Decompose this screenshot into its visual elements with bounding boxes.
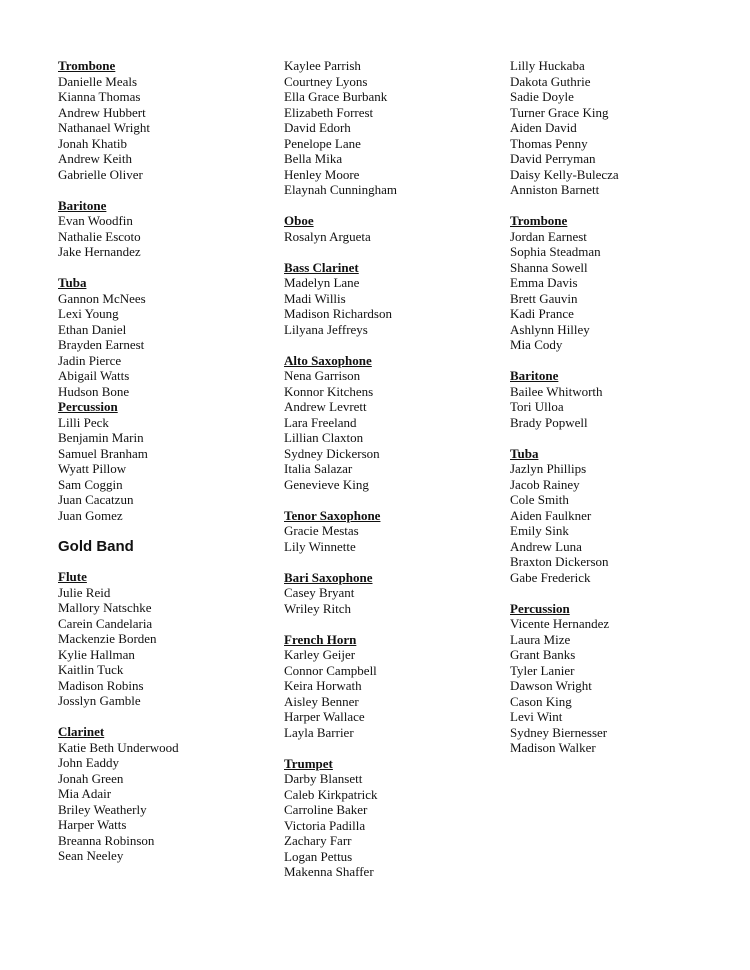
member-name: Danielle Meals [58, 73, 138, 89]
member-name: Bella Mika [284, 151, 343, 166]
member-name: Gabrielle Oliver [58, 166, 143, 182]
member-name: Mia Adair [58, 786, 112, 801]
member-name: Nathanael Wright [58, 120, 151, 135]
member-name: Ashlynn Hilley [510, 321, 590, 337]
member-name: Layla Barrier [284, 724, 354, 740]
member-name: Gracie Mestas [284, 523, 359, 538]
member-name: Anniston Barnett [510, 182, 600, 197]
member-name: Keira Horwath [284, 678, 362, 693]
member-name: Tori Ulloa [510, 399, 564, 414]
member-name: Lilyana Jeffreys [284, 321, 368, 337]
member-name: Emily Sink [510, 523, 569, 538]
column-3 [510, 58, 730, 756]
member-name: Lily Winnette [284, 538, 356, 554]
member-name: Kadi Prance [510, 306, 574, 321]
member-name: Brett Gauvin [510, 290, 578, 306]
member-name: Courtney Lyons [284, 73, 368, 89]
column-1-lower-sections [58, 569, 268, 864]
member-name: Logan Pettus [284, 848, 353, 864]
member-name: Carroline Baker [284, 802, 368, 817]
member-name: Cason King [510, 693, 572, 709]
member-name: Zachary Farr [284, 833, 352, 848]
member-name: Connor Campbell [284, 662, 377, 678]
member-name: Mia Cody [510, 337, 563, 352]
member-name: Wriley Ritch [284, 600, 351, 616]
member-name: Rosalyn Argueta [284, 228, 371, 244]
member-name: Benjamin Marin [58, 430, 144, 445]
section-trombone [58, 58, 268, 182]
member-name: Carein Candelaria [58, 615, 153, 631]
member-name: Konnor Kitchens [284, 383, 374, 399]
member-name: Lexi Young [58, 306, 119, 321]
member-name: Andrew Hubbert [58, 104, 146, 120]
section-tuba [58, 275, 268, 399]
member-name: Evan Woodfin [58, 213, 133, 228]
member-name: Josslyn Gamble [58, 693, 141, 708]
section-percussion [58, 399, 268, 523]
member-name: Kaitlin Tuck [58, 662, 124, 677]
member-name: Harper Wallace [284, 709, 365, 724]
member-name: Daisy Kelly-Bulecza [510, 166, 619, 182]
member-name: Dakota Guthrie [510, 73, 591, 89]
member-name: Jordan Earnest [510, 228, 587, 244]
section-heading: French Horn [284, 631, 357, 647]
member-name: Emma Davis [510, 275, 578, 290]
section-heading: Trombone [510, 213, 568, 228]
section-alto-saxophone [284, 353, 494, 493]
member-name: Jadin Pierce [58, 352, 122, 368]
column-1 [58, 58, 268, 864]
member-name: Sydney Biernesser [510, 724, 608, 740]
section-heading: Bari Saxophone [284, 569, 373, 585]
member-name: Andrew Levrett [284, 399, 367, 414]
member-name: Victoria Padilla [284, 817, 366, 833]
member-name: Dawson Wright [510, 678, 592, 693]
member-name: Julie Reid [58, 584, 111, 600]
section-continued [510, 58, 730, 198]
member-name: Hudson Bone [58, 383, 130, 399]
member-name: Madison Walker [510, 740, 596, 755]
section-heading: Alto Saxophone [284, 352, 372, 368]
section-heading: Percussion [510, 600, 570, 616]
member-name: Sadie Doyle [510, 89, 574, 104]
section-trombone [510, 213, 730, 353]
member-name: Andrew Luna [510, 538, 582, 554]
member-name: David Edorh [284, 120, 351, 135]
member-name: Gabe Frederick [510, 569, 591, 585]
member-name: Juan Cacatzun [58, 492, 134, 507]
member-name: Harper Watts [58, 817, 127, 832]
member-name: David Perryman [510, 151, 596, 166]
section-heading: Baritone [510, 368, 559, 383]
member-name: Casey Bryant [284, 585, 355, 600]
member-name: Lara Freeland [284, 414, 357, 430]
member-name: Lillian Claxton [284, 430, 364, 445]
member-name: Madison Robins [58, 677, 144, 693]
member-name: Makenna Shaffer [284, 864, 374, 879]
section-heading: Bass Clarinet [284, 259, 359, 275]
member-name: Turner Grace King [510, 104, 609, 120]
member-name: Kylie Hallman [58, 646, 135, 662]
member-name: Ella Grace Burbank [284, 89, 388, 104]
section-clarinet [58, 724, 268, 864]
member-name: Karley Geijer [284, 647, 356, 662]
member-name: Mallory Natschke [58, 600, 152, 615]
member-name: Laura Mize [510, 631, 571, 647]
section-bari-saxophone [284, 570, 494, 617]
member-name: Jonah Khatib [58, 135, 127, 151]
member-name: Jazlyn Phillips [510, 461, 587, 476]
member-name: Aiden Faulkner [510, 507, 592, 523]
section-heading: Tuba [58, 275, 87, 290]
member-name: Genevieve King [284, 476, 369, 492]
member-name: Kaylee Parrish [284, 58, 361, 73]
member-name: Jonah Green [58, 770, 124, 786]
section-tenor-saxophone [284, 508, 494, 555]
member-name: Sam Coggin [58, 476, 123, 492]
member-name: Elizabeth Forrest [284, 104, 374, 120]
member-name: Brady Popwell [510, 414, 588, 430]
section-heading: Trumpet [284, 755, 333, 771]
section-french-horn [284, 632, 494, 741]
member-name: Elaynah Cunningham [284, 182, 398, 197]
band-title: Gold Band [58, 538, 134, 555]
member-name: Henley Moore [284, 166, 360, 182]
member-name: Italia Salazar [284, 461, 353, 476]
member-name: Mackenzie Borden [58, 631, 157, 646]
section-flute [58, 569, 268, 709]
member-name: Aisley Benner [284, 693, 359, 709]
member-name: Wyatt Pillow [58, 461, 127, 476]
member-name: Nathalie Escoto [58, 228, 141, 244]
section-heading: Clarinet [58, 724, 105, 739]
member-name: Caleb Kirkpatrick [284, 786, 378, 802]
member-name: Cole Smith [510, 492, 569, 507]
section-heading: Oboe [284, 213, 314, 228]
section-trumpet [284, 756, 494, 880]
member-name: Grant Banks [510, 647, 576, 662]
member-name: Vicente Hernandez [510, 616, 610, 631]
member-name: Abigail Watts [58, 368, 130, 383]
column-2 [284, 58, 494, 880]
section-percussion [510, 601, 730, 756]
member-name: Ethan Daniel [58, 321, 127, 337]
section-heading: Tuba [510, 445, 539, 461]
member-name: Tyler Lanier [510, 662, 575, 678]
member-name: Madison Richardson [284, 306, 392, 321]
member-name: Kianna Thomas [58, 89, 141, 104]
member-name: John Eaddy [58, 755, 120, 770]
section-bass-clarinet [284, 260, 494, 338]
member-name: Jacob Rainey [510, 476, 580, 492]
column-1-upper-sections [58, 58, 268, 523]
section-baritone [510, 368, 730, 430]
member-name: Lilli Peck [58, 414, 109, 430]
section-oboe [284, 213, 494, 244]
member-name: Thomas Penny [510, 135, 588, 151]
member-name: Katie Beth Underwood [58, 739, 179, 755]
section-heading: Tenor Saxophone [284, 507, 381, 523]
member-name: Bailee Whitworth [510, 383, 603, 399]
member-name: Penelope Lane [284, 135, 361, 151]
section-baritone [58, 198, 268, 260]
member-name: Lilly Huckaba [510, 58, 585, 73]
member-name: Juan Gomez [58, 507, 123, 523]
member-name: Gannon McNees [58, 290, 146, 306]
member-name: Briley Weatherly [58, 801, 147, 817]
member-name: Jake Hernandez [58, 244, 141, 259]
member-name: Sophia Steadman [510, 244, 601, 259]
member-name: Aiden David [510, 120, 577, 135]
member-name: Shanna Sowell [510, 259, 588, 275]
member-name: Madelyn Lane [284, 275, 360, 290]
section-heading: Percussion [58, 399, 118, 414]
member-name: Madi Willis [284, 290, 346, 306]
member-name: Breanna Robinson [58, 832, 155, 848]
member-name: Andrew Keith [58, 151, 133, 166]
section-heading: Flute [58, 569, 87, 584]
member-name: Sydney Dickerson [284, 445, 380, 461]
member-name: Sean Neeley [58, 848, 124, 863]
member-name: Samuel Branham [58, 445, 148, 461]
section-heading: Trombone [58, 58, 116, 73]
member-name: Brayden Earnest [58, 337, 145, 352]
section-continued [284, 58, 494, 198]
section-heading: Baritone [58, 197, 107, 213]
section-tuba [510, 446, 730, 586]
member-name: Levi Wint [510, 709, 563, 724]
member-name: Darby Blansett [284, 771, 363, 786]
member-name: Nena Garrison [284, 368, 361, 383]
member-name: Braxton Dickerson [510, 554, 609, 569]
